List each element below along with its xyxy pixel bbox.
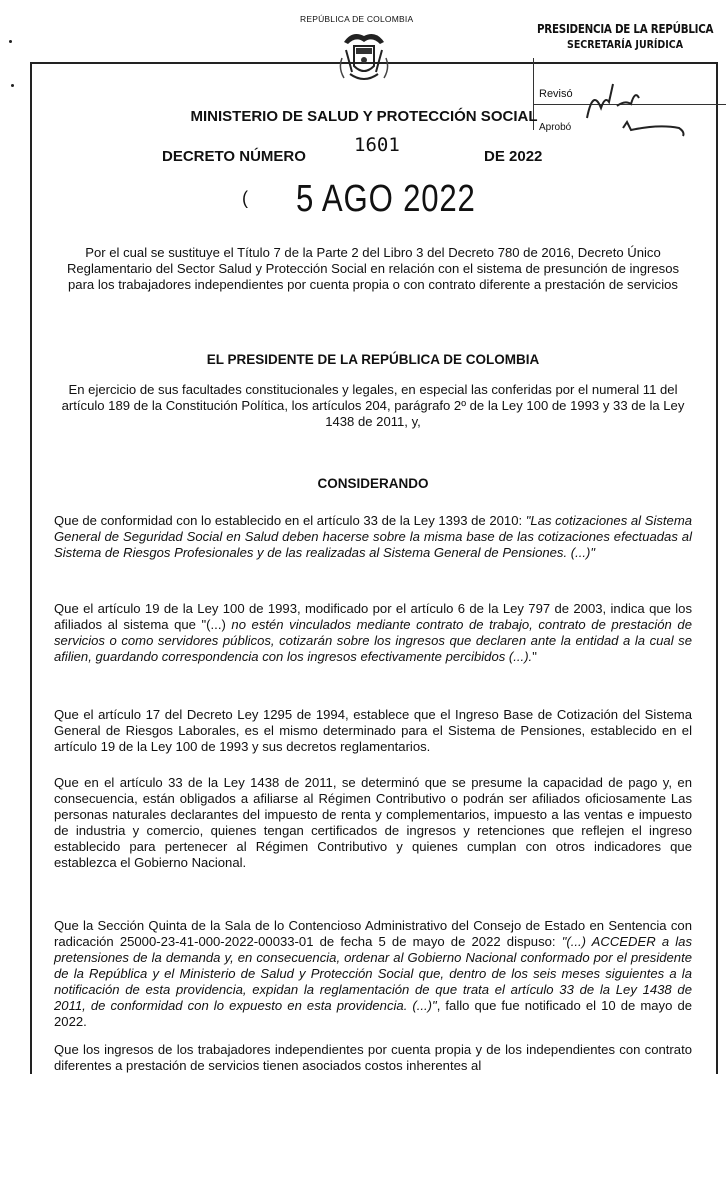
decreto-number: 1601 — [354, 134, 400, 156]
stamp-line1: PRESIDENCIA DE LA REPÚBLICA — [537, 22, 714, 36]
decree-date: 5 AGO 2022 — [296, 178, 476, 220]
paragraph-5-text: Que la Sección Quinta de la Sala de lo Contencioso Administrativo del Consejo de Estado en Sentencia con radicación 25000-23-41-000-2022-00033-01 de fecha 5 de mayo de 2022 dispuso: — [54, 918, 692, 949]
paragraph-2-text: Que el artículo 19 de la Ley 100 de 1993, modificado por el artículo 6 de la Ley 797 de 2003, indica que los afiliados al sistema que "(...) — [54, 601, 692, 632]
paragraph-2 — [54, 601, 692, 665]
paragraph-5-close: , fallo que fue notificado el 10 de mayo de 2022. — [54, 998, 693, 1029]
decreto-label: DECRETO NÚMERO — [162, 148, 306, 165]
ministry-title: MINISTERIO DE SALUD Y PROTECCIÓN SOCIAL — [190, 108, 538, 125]
scan-dot — [9, 40, 12, 43]
decreto-year: DE 2022 — [484, 148, 543, 165]
paragraph-1-quote: "Las cotizaciones al Sistema General de Seguridad Social en Salud deben hacerse sobre la misma base de las cotizaciones efectuadas al Sistema de Riesgos Profesionales y de las realizadas al Sistema General de Pensiones. (...)" — [54, 513, 693, 560]
faculties-text: En ejercicio de sus facultades constitucionales y legales, en especial las conferidas por el numeral 11 del artículo 189 de la Constitución Política, los artículos 204, parágrafo 2º de la Ley 100 de 1993 y 33 de la Ley 1438 de 2011, y, — [61, 382, 685, 429]
coat-of-arms-icon — [336, 28, 392, 88]
republica-label: REPÚBLICA DE COLOMBIA — [300, 14, 414, 24]
paragraph-2-quote: no estén vinculados mediante contrato de trabajo, contrato de prestación de servicios o como servidores públicos, cotizarán sobre los ingresos que declaren ante la entidad a la cual se afilien, guardando correspondencia con los ingresos efectivamente percibidos (...). — [54, 617, 692, 664]
stamp-aprobo-label: Aprobó — [539, 122, 572, 133]
stamp-reviso-label: Revisó — [539, 88, 573, 100]
president-title: EL PRESIDENTE DE LA REPÚBLICA DE COLOMBIA — [206, 352, 540, 367]
paragraph-2-close: " — [532, 649, 537, 664]
paragraph-5-quote: "(...) ACCEDER a las pretensiones de la demanda y, en consecuencia, ordenar al Gobierno Nacional conformado por el presidente de la República y el Ministerio de Salud y Protección Social que, dentro de los seis meses siguientes a la notificación de esta providencia, expidan la reglamentación de que trata el artículo 33 de la Ley 1438 de 2011, de conformidad con lo expuesto en esta providencia. (...)" — [54, 934, 692, 1013]
paragraph-6: Que los ingresos de los trabajadores independientes por cuenta propia y de los independientes con contrato diferentes a prestación de servicios tienen asociados costos inherentes al — [54, 1042, 692, 1073]
stamp-line2: SECRETARÍA JURÍDICA — [567, 38, 684, 51]
considerando-heading: CONSIDERANDO — [317, 476, 429, 491]
scan-dot — [11, 84, 14, 87]
paragraph-1-text: Que de conformidad con lo establecido en el artículo 33 de la Ley 1393 de 2010: — [54, 513, 526, 528]
decree-summary: Por el cual se sustituye el Título 7 de la Parte 2 del Libro 3 del Decreto 780 de 2016, Decreto Único Reglamentario del Sector Salud y Protección Social en relación con el sistema de presunción de ingresos para los trabajadores independientes por cuenta propia o con contrato diferente a prestación de servicios — [66, 245, 680, 292]
paragraph-5 — [54, 918, 692, 1030]
date-parenthesis: ( — [242, 188, 248, 208]
paragraph-4: Que en el artículo 33 de la Ley 1438 de 2011, se determinó que se presume la capacidad de pago y, en consecuencia, están obligados a afiliarse al Régimen Contributivo o podrán ser afiliados oficiosamente Las personas naturales declarantes del impuesto de renta y complementarios, impuesto a las ventas e impuesto de industria y comercio, quienes tengan certificados de ingresos y retenciones que reflejen el ingreso establecido para pertenecer al Régimen Contributivo y quienes cumplan con otros indicadores que establezca el Gobierno Nacional. — [54, 775, 692, 870]
paragraph-3: Que el artículo 17 del Decreto Ley 1295 de 1994, establece que el Ingreso Base de Cotización del Sistema General de Riesgos Laborales, es el mismo determinado para el Sistema de Pensiones, establecido en el artículo 19 de la Ley 100 de 1993 y sus decretos reglamentarios. — [54, 707, 692, 754]
paragraph-1 — [54, 513, 692, 561]
